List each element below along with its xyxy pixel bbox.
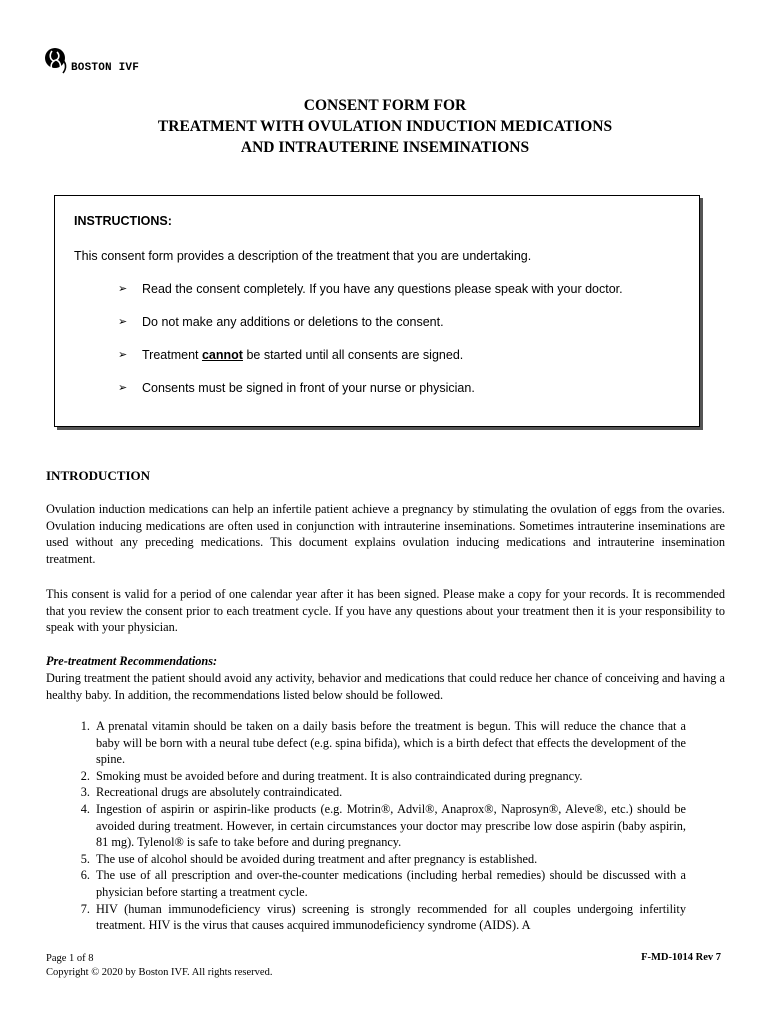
list-item xyxy=(46,768,686,785)
arrow-bullet-icon: ➢ xyxy=(118,349,128,361)
logo-text: BOSTON IVF xyxy=(71,62,140,74)
instruction-text-pre: Treatment xyxy=(142,348,202,362)
boston-ivf-logo xyxy=(44,46,139,74)
list-item-number: 7. xyxy=(80,901,90,916)
list-item xyxy=(46,801,686,851)
pretreatment-paragraph: During treatment the patient should avoid any activity, behavior and medications that could reduce her chance of conceiving and having a healthy baby. In addition, the recommendations listed below should be followed. xyxy=(46,671,725,702)
list-item-text: A prenatal vitamin should be taken on a daily basis before the treatment is begun. This will reduce the chance that a baby will be born with a neural tube defect (e.g. spina bifida), which is a birth defect that effects the development of the spine. xyxy=(96,719,686,767)
list-item-number: 2. xyxy=(80,768,90,783)
instruction-item xyxy=(118,348,623,381)
introduction-paragraph-1: Ovulation induction medications can help an infertile patient achieve a pregnancy by stimulating the ovulation of eggs from the ovaries. Ovulation inducing medications are often used in conjunction with intrauterine inseminations. Sometimes intrauterine inseminations are used without any preceding medications. This document explains ovulation inducing medications and intrauterine insemination treatment. xyxy=(46,502,725,566)
pretreatment-heading: Pre-treatment Recommendations: xyxy=(46,654,218,668)
list-item-number: 1. xyxy=(80,719,90,733)
instruction-text: Consents must be signed in front of your nurse or physician. xyxy=(142,381,475,395)
list-item-text: Ingestion of aspirin or aspirin-like products (e.g. Motrin®, Advil®, Anaprox®, Naprosyn®, Aleve®, etc.) should be avoided during treatment. However, in certain circumstances your doctor may prescribe low dose aspirin (baby aspirin, 81 mg). Tylenol® is safe to take before and during pregnancy. xyxy=(96,801,686,850)
list-item xyxy=(46,851,686,868)
page-number: Page 1 of 8 xyxy=(46,953,94,964)
title-line-3: AND INTRAUTERINE INSEMINATIONS xyxy=(240,139,530,156)
arrow-bullet-icon: ➢ xyxy=(118,316,128,328)
list-item-number: 6. xyxy=(80,868,90,883)
instruction-item xyxy=(118,381,623,414)
list-item-number: 3. xyxy=(80,785,90,800)
copyright: Copyright © 2020 by Boston IVF. All rights reserved. xyxy=(46,967,273,978)
title-line-1: CONSENT FORM FOR xyxy=(303,97,467,114)
instruction-emphasis: cannot xyxy=(201,348,243,362)
instruction-item xyxy=(118,315,623,348)
instructions-intro: This consent form provides a description of the treatment that you are undertaking. xyxy=(74,249,532,263)
introduction-heading: INTRODUCTION xyxy=(46,468,151,483)
list-item-number: 5. xyxy=(80,851,90,866)
list-item-text: Smoking must be avoided before and during treatment. It is also contraindicated during pregnancy. xyxy=(96,768,583,783)
list-item-number: 4. xyxy=(80,801,90,816)
instruction-text xyxy=(142,348,463,381)
introduction-paragraph-2: This consent is valid for a period of one calendar year after it has been signed. Please make a copy for your records. It is recommended that you review the consent prior to each treatment cycle. If you have any questions about your treatment then it is your responsibility to speak with your physician. xyxy=(46,587,725,634)
title-line-2: TREATMENT WITH OVULATION INDUCTION MEDICATIONS xyxy=(157,118,613,135)
instruction-item xyxy=(118,282,623,315)
footer-left xyxy=(46,952,272,980)
list-item-text: The use of all prescription and over-the-counter medications (including herbal remedies) should be discussed with a physician before starting a treatment cycle. xyxy=(96,868,686,899)
list-item xyxy=(46,901,686,934)
list-item-text: HIV (human immunodeficiency virus) screening is strongly recommended for all couples undergoing infertility treatment. HIV is the virus that causes acquired immunodeficiency syndrome (AIDS). A xyxy=(96,901,686,933)
form-id: F-MD-1014 Rev 7 xyxy=(641,952,721,963)
list-item xyxy=(46,718,686,768)
boston-ivf-logo-icon xyxy=(44,46,70,74)
arrow-bullet-icon: ➢ xyxy=(118,382,128,394)
instructions-heading: INSTRUCTIONS: xyxy=(74,214,172,228)
instruction-text-post: be started until all consents are signed. xyxy=(242,348,464,362)
list-item-text: The use of alcohol should be avoided during treatment and after pregnancy is established. xyxy=(96,851,538,866)
instructions-box xyxy=(54,195,700,427)
instruction-text: Read the consent completely. If you have any questions please speak with your doctor. xyxy=(142,282,623,296)
list-item xyxy=(46,784,686,801)
list-item-text: Recreational drugs are absolutely contraindicated. xyxy=(96,785,343,800)
arrow-bullet-icon: ➢ xyxy=(118,283,128,295)
document-title xyxy=(0,95,770,158)
instructions-list xyxy=(118,282,623,414)
recommendations-list xyxy=(46,718,686,934)
list-item xyxy=(46,867,686,900)
instruction-text: Do not make any additions or deletions to the consent. xyxy=(142,315,444,329)
